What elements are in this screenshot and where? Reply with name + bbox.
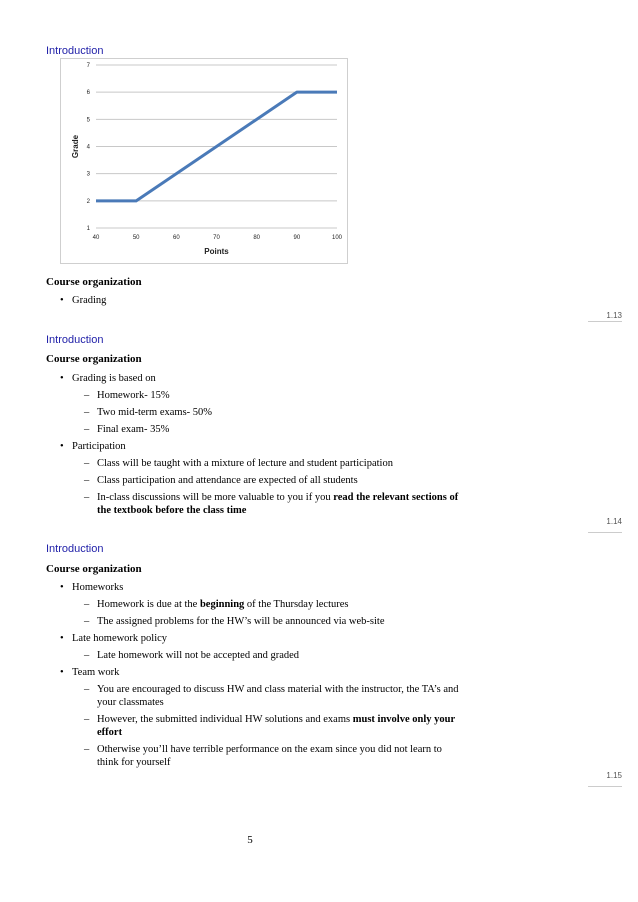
dash-icon: – — [84, 407, 90, 418]
y-tick-label: 2 — [86, 198, 90, 205]
y-tick-label: 5 — [86, 117, 90, 124]
x-tick-label: 50 — [132, 235, 140, 241]
chart-svg — [61, 59, 347, 263]
y-tick-label: 4 — [86, 144, 90, 151]
dash-icon: – — [84, 458, 90, 469]
slide-number: 1.14 — [606, 517, 622, 526]
x-tick-label: 80 — [253, 235, 261, 241]
sub-item: – Class will be taught with a mixture of lecture and student participation — [84, 458, 393, 469]
x-tick-label: 90 — [293, 235, 301, 241]
y-axis-label: Grade — [71, 134, 80, 159]
dash-icon: – — [84, 475, 90, 486]
page-number: 5 — [247, 834, 253, 846]
bullet-item: • Participation — [60, 441, 126, 452]
y-tick-label: 3 — [86, 171, 90, 178]
bullet-item: • Late homework policy — [60, 633, 168, 644]
bullet-icon: • — [60, 373, 64, 384]
dash-icon: – — [84, 744, 90, 755]
slide-number: 1.15 — [606, 771, 622, 780]
sub-item: – Otherwise you’ll have terrible performance on the exam since you did not learn to think for yourself — [84, 744, 442, 768]
sub-item: – Homework- 15% — [84, 390, 170, 401]
sub-item: – The assigned problems for the HW’s will be announced via web-site — [84, 616, 385, 627]
sub-item: – In-class discussions will be more valuable to you if you read the relevant sections of the textbook before the class time — [84, 492, 459, 516]
x-tick-label: 60 — [172, 235, 180, 241]
slide-title: Introduction — [46, 334, 104, 346]
bullet-icon: • — [60, 295, 64, 306]
sub-item: – Two mid-term exams- 50% — [84, 407, 213, 418]
dash-icon: – — [84, 650, 90, 661]
slide-number: 1.13 — [606, 311, 622, 320]
dash-icon: – — [84, 616, 90, 627]
x-tick-label: 100 — [331, 235, 343, 241]
sub-item: – However, the submitted individual HW solutions and exams must involve only your effort — [84, 714, 455, 738]
dash-icon: – — [84, 492, 90, 503]
dash-icon: – — [84, 390, 90, 401]
dash-icon: – — [84, 714, 90, 725]
x-axis-label: Points — [204, 247, 229, 256]
bullet-icon: • — [60, 441, 64, 452]
slide-number-rule — [588, 786, 622, 787]
x-tick-label: 40 — [92, 235, 100, 241]
sub-item: – Class participation and attendance are expected of all students — [84, 475, 358, 486]
slide-number-rule — [588, 532, 622, 533]
section-heading: Course organization — [46, 563, 142, 575]
grading-chart — [60, 58, 348, 264]
bullet-icon: • — [60, 633, 64, 644]
bullet-icon: • — [60, 582, 64, 593]
y-tick-label: 6 — [86, 90, 90, 97]
bullet-item: • Team work — [60, 667, 120, 678]
sub-item: – Final exam- 35% — [84, 424, 170, 435]
sub-item: – Late homework will not be accepted and graded — [84, 650, 300, 661]
bullet-item: • Grading is based on — [60, 373, 156, 384]
dash-icon: – — [84, 599, 90, 610]
sub-item: – Homework is due at the beginning of the Thursday lectures — [84, 599, 349, 610]
slide-title: Introduction — [46, 543, 104, 555]
sub-item: – You are encouraged to discuss HW and class material with the instructor, the TA’s and your classmates — [84, 684, 459, 708]
bullet-item: • Homeworks — [60, 582, 124, 593]
dash-icon: – — [84, 424, 90, 435]
slide-number-rule — [588, 321, 622, 322]
bullet-item: • Grading — [60, 295, 107, 306]
y-tick-label: 7 — [86, 63, 90, 69]
x-tick-label: 70 — [213, 235, 220, 241]
section-heading: Course organization — [46, 353, 142, 365]
dash-icon: – — [84, 684, 90, 695]
y-tick-label: 1 — [86, 226, 90, 232]
bullet-icon: • — [60, 667, 64, 678]
section-heading: Course organization — [46, 276, 142, 288]
slide-title: Introduction — [46, 45, 104, 57]
